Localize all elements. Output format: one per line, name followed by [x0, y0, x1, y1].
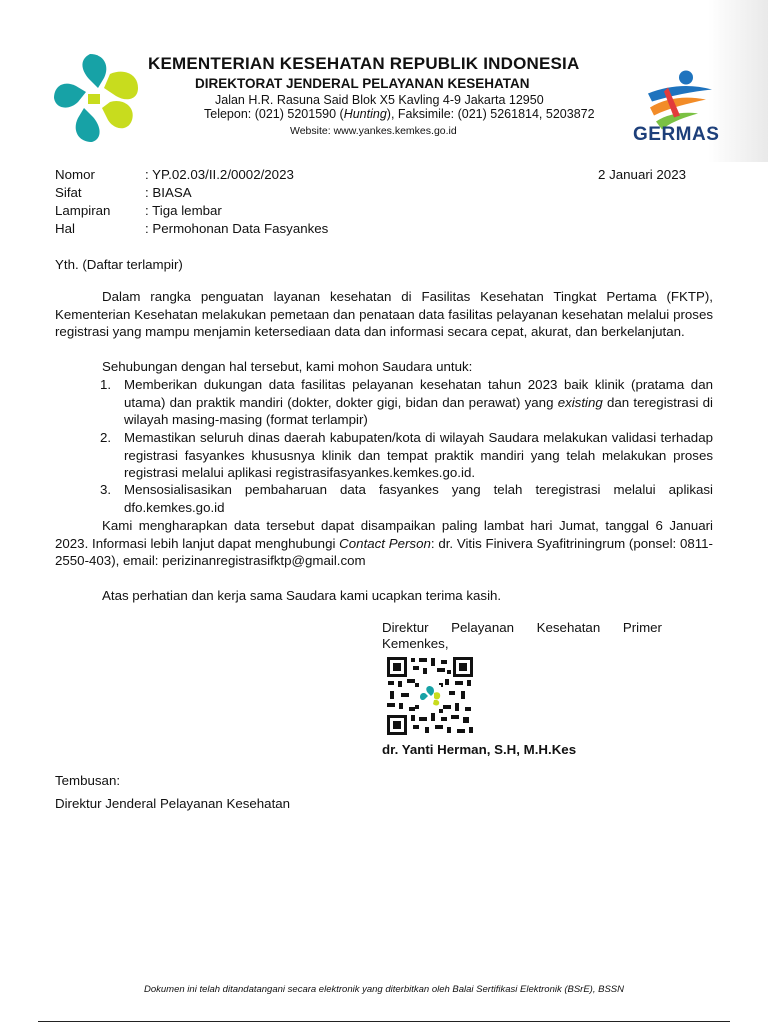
signer-name: dr. Yanti Herman, S.H, M.H.Kes: [382, 742, 577, 757]
phone-fax: Telepon: (021) 5201590 (Hunting), Faksimile: (021) 5261814, 5203872: [204, 107, 595, 121]
germas-wordmark: GERMAS: [633, 124, 720, 145]
list-item: 1. Memberikan dukungan data fasilitas pelayanan kesehatan tahun 2023 baik klinik (pratama dan utama) dan praktik mandiri (dokter, dokter gigi, bidan dan perawat) yang existing dan teregistrasi di wilayah masing-masing (format terlampir): [100, 377, 713, 428]
e-signature-note: Dokumen ini telah ditandatangani secara elektronik yang diterbitkan oleh Balai Sertifikasi Elektronik (BSrE), BSSN: [144, 984, 624, 995]
letter-date: 2 Januari 2023: [598, 167, 686, 182]
ministry-name: KEMENTERIAN KESEHATAN REPUBLIK INDONESIA: [148, 54, 580, 73]
website: Website: www.yankes.kemkes.go.id: [290, 125, 457, 137]
list-item: 2. Memastikan seluruh dinas daerah kabupaten/kota di wilayah Saudara melakukan validasi terhadap registrasi fasyankes khususnya klinik dan tempat praktik mandiri yang telah melakukan proses registrasi melalui aplikasi registrasifasyankes.kemkes.go.id.: [100, 430, 713, 481]
salutation: Yth. (Daftar terlampir): [55, 257, 183, 272]
letterhead: [0, 0, 768, 162]
qr-code-icon: [385, 655, 475, 737]
meta-row-sifat: Sifat : BIASA: [55, 185, 192, 200]
kemenkes-logo-icon: [52, 52, 142, 144]
paragraph-intro: Dalam rangka penguatan layanan kesehatan di Fasilitas Kesehatan Tingkat Pertama (FKTP), Kementerian Kesehatan melakukan pemetaan dan penataan data fasilitas pelayanan kesehatan melalui proses registrasi yang mampu menjamin ketersediaan data dan informasi secara cepat, akurat, dan berkelanjutan.: [55, 289, 713, 340]
cc-item: Direktur Jenderal Pelayanan Kesehatan: [55, 796, 291, 811]
directorate-name: DIREKTORAT JENDERAL PELAYANAN KESEHATAN: [195, 76, 530, 91]
signer-title: Direktur Pelayanan Kesehatan Primer Kemenkes,: [382, 620, 662, 651]
closing-text: Atas perhatian dan kerja sama Saudara kami ucapkan terima kasih.: [102, 588, 502, 603]
list-item: 3. Mensosialisasikan pembaharuan data fasyankes yang telah teregistrasi melalui aplikasi dfo.kemkes.go.id: [100, 482, 713, 515]
meta-row-hal: Hal : Permohonan Data Fasyankes: [55, 221, 329, 236]
footer-divider: [38, 1021, 730, 1022]
meta-row-lampiran: Lampiran : Tiga lembar: [55, 203, 222, 218]
address: Jalan H.R. Rasuna Said Blok X5 Kavling 4-9 Jakarta 12950: [215, 93, 544, 107]
paragraph-deadline: Kami mengharapkan data tersebut dapat disampaikan paling lambat hari Jumat, tanggal 6 Januari 2023. Informasi lebih lanjut dapat menghubungi Contact Person: dr. Vitis Finivera Syafitriningrum (ponsel: 0811-2550-403), email: perizinanregistrasifktp@gmail.com: [55, 518, 713, 569]
cc-heading: Tembusan:: [55, 773, 121, 788]
request-intro: Sehubungan dengan hal tersebut, kami mohon Saudara untuk:: [102, 359, 473, 374]
meta-row-nomor: Nomor : YP.02.03/II.2/0002/2023: [55, 167, 294, 182]
